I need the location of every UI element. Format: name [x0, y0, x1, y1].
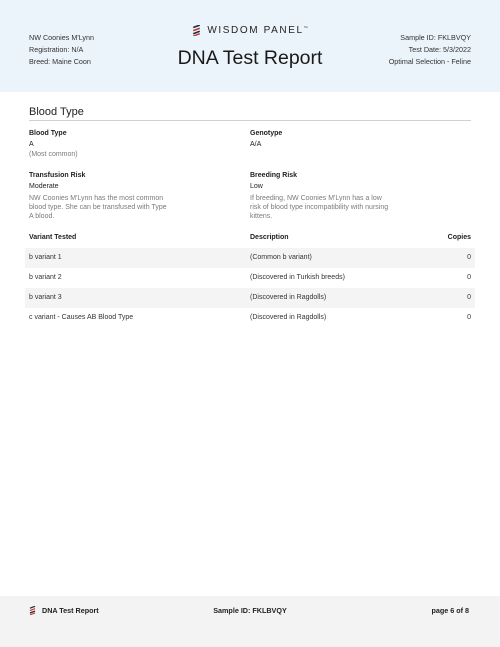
copies-cell: 0 [467, 294, 471, 301]
trademark: ™ [303, 25, 308, 30]
transfusion-risk-description: NW Coonies M'Lynn has the most common blood type. She can be transfused with Type A blood. [29, 195, 167, 220]
brand-name: WISDOM PANEL™ [207, 25, 308, 36]
variant-table-header [29, 234, 471, 246]
footer-title: DNA Test Report [42, 606, 99, 615]
table-row [25, 288, 475, 308]
page-title: DNA Test Report [177, 47, 323, 69]
page-number: page 6 of 8 [431, 606, 469, 615]
blood-type-label: Blood Type [29, 130, 67, 137]
description-cell: (Discovered in Ragdolls) [250, 294, 327, 301]
description-cell: (Common b variant) [250, 254, 312, 261]
report-header [0, 0, 500, 92]
section-divider [29, 120, 471, 121]
genotype-field [250, 129, 282, 150]
registration: Registration: N/A [29, 45, 84, 54]
breed: Breed: Maine Coon [29, 57, 91, 66]
sample-info [389, 32, 471, 68]
copies-cell: 0 [467, 254, 471, 261]
table-row [25, 268, 475, 288]
column-variant: Variant Tested [29, 234, 77, 241]
table-row [25, 248, 475, 268]
section-title: Blood Type [29, 106, 84, 118]
transfusion-risk-value: Moderate [29, 183, 59, 190]
table-row [25, 308, 475, 328]
variant-cell: b variant 3 [29, 294, 62, 301]
blood-type-value: A [29, 141, 34, 148]
blood-type-field [29, 129, 78, 160]
description-cell: (Discovered in Ragdolls) [250, 314, 327, 321]
column-description: Description [250, 234, 289, 241]
breeding-risk-value: Low [250, 183, 263, 190]
copies-cell: 0 [467, 314, 471, 321]
footer-sample-id: Sample ID: FKLBVQY [213, 606, 287, 615]
variant-cell: c variant - Causes AB Blood Type [29, 314, 134, 321]
breeding-risk-field [250, 171, 390, 221]
transfusion-risk-label: Transfusion Risk [29, 172, 86, 179]
breeding-risk-description: If breeding, NW Coonies M'Lynn has a low risk of blood type incompatibility with nursing kittens. [250, 195, 389, 220]
wisdom-panel-logo-icon [192, 25, 201, 36]
variant-cell: b variant 2 [29, 274, 62, 281]
sample-id: Sample ID: FKLBVQY [400, 33, 471, 42]
variant-cell: b variant 1 [29, 254, 62, 261]
selection: Optimal Selection - Feline [388, 57, 471, 66]
genotype-value: A/A [250, 141, 262, 148]
breeding-risk-label: Breeding Risk [250, 172, 298, 179]
copies-cell: 0 [467, 274, 471, 281]
description-cell: (Discovered in Turkish breeds) [250, 274, 345, 281]
test-date: Test Date: 5/3/2022 [408, 45, 471, 54]
pet-name: NW Coonies M'Lynn [29, 33, 95, 42]
genotype-label: Genotype [250, 130, 283, 137]
column-copies: Copies [447, 234, 471, 241]
report-footer [0, 596, 500, 647]
blood-type-note: (Most common) [29, 151, 78, 158]
transfusion-risk-field [29, 171, 169, 221]
